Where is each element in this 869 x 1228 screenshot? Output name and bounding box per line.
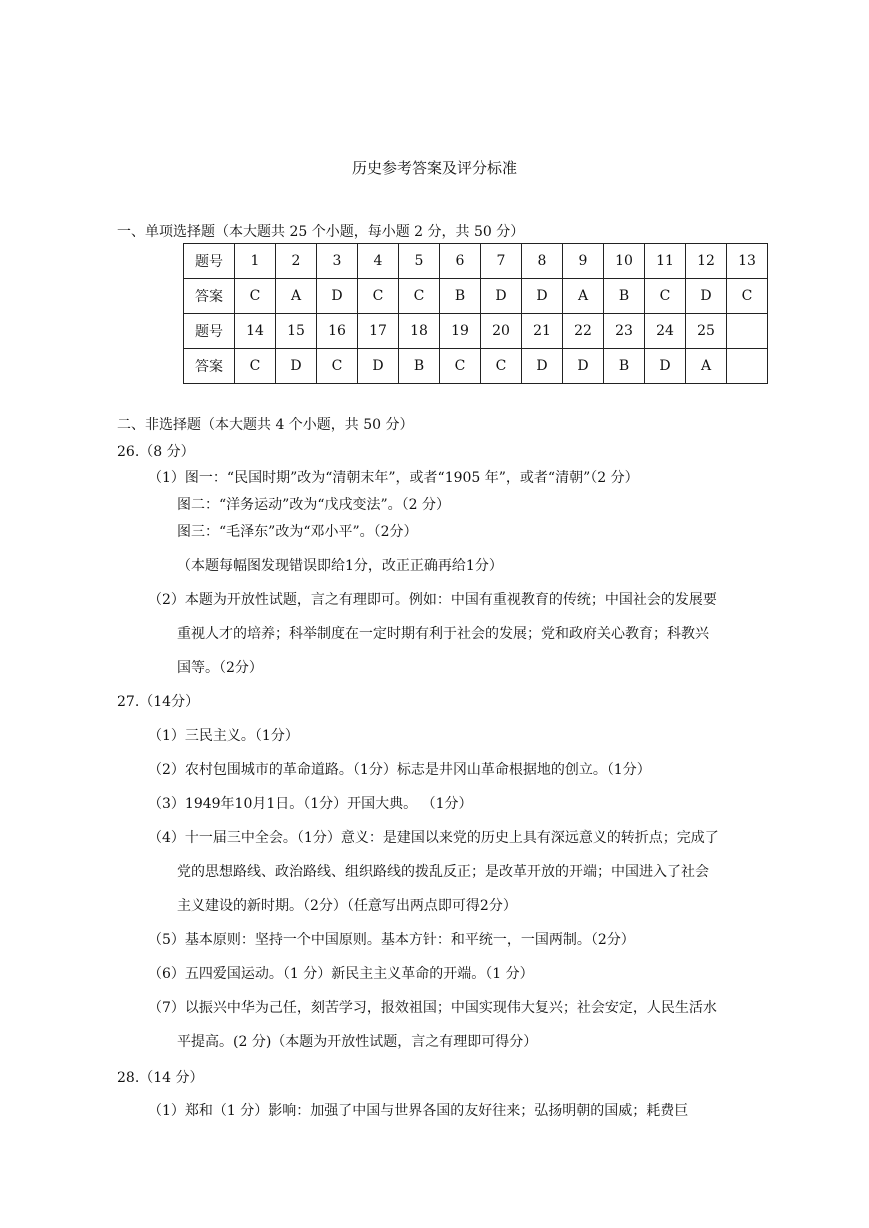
table-cell: C: [358, 279, 399, 314]
table-cell: D: [522, 279, 563, 314]
page-title: 历史参考答案及评分标准: [351, 159, 517, 177]
answer-line: （1）郑和（1 分）影响：加强了中国与世界各国的友好往来；弘扬明朝的国威；耗费巨: [148, 1103, 689, 1119]
answer-line: （4）十一届三中全会。（1分）意义：是建国以来党的历史上具有深远意义的转折点；完成了: [148, 830, 719, 846]
answer-line: （1）三民主义。（1分）: [148, 728, 299, 744]
table-cell: [727, 349, 768, 384]
table-cell: D: [481, 279, 522, 314]
table-cell: 18: [399, 314, 440, 349]
table-cell: 15: [276, 314, 317, 349]
answer-line: （本题每幅图发现错误即给1分，改正正确再给1分）: [177, 558, 503, 574]
answer-line: （5）基本原则：坚持一个中国原则。基本方针：和平统一，一国两制。（2分）: [148, 932, 635, 948]
table-cell: 24: [645, 314, 686, 349]
answer-table: [183, 243, 768, 384]
table-cell: D: [317, 279, 358, 314]
answer-line: 重视人才的培养；科举制度在一定时期有利于社会的发展；党和政府关心教育；科教兴: [177, 626, 709, 642]
table-cell: B: [604, 279, 645, 314]
table-cell: C: [235, 279, 276, 314]
table-cell: 10: [604, 244, 645, 279]
table-cell: 2: [276, 244, 317, 279]
row-label: 题号: [184, 244, 235, 279]
table-cell: D: [276, 349, 317, 384]
table-cell: 22: [563, 314, 604, 349]
table-cell: A: [563, 279, 604, 314]
q26-heading: 26.（8 分）: [117, 444, 195, 460]
table-cell: C: [481, 349, 522, 384]
table-row: [184, 279, 768, 314]
table-cell: 23: [604, 314, 645, 349]
table-cell: B: [399, 349, 440, 384]
table-cell: 6: [440, 244, 481, 279]
answer-line: （3）1949年10月1日。（1分）开国大典。 （1分）: [148, 796, 473, 812]
table-cell: 14: [235, 314, 276, 349]
answer-line: （2）本题为开放性试题，言之有理即可。例如：中国有重视教育的传统；中国社会的发展要: [148, 592, 717, 608]
table-cell: [727, 314, 768, 349]
table-cell: C: [235, 349, 276, 384]
table-cell: C: [440, 349, 481, 384]
answer-line: 党的思想路线、政治路线、组织路线的拨乱反正；是改革开放的开端；中国进入了社会: [177, 864, 709, 880]
table-cell: C: [645, 279, 686, 314]
table-cell: 16: [317, 314, 358, 349]
answer-line: 国等。（2分）: [177, 660, 263, 676]
table-cell: 3: [317, 244, 358, 279]
table-cell: 9: [563, 244, 604, 279]
table-row: [184, 314, 768, 349]
table-cell: 5: [399, 244, 440, 279]
table-cell: 8: [522, 244, 563, 279]
table-cell: 1: [235, 244, 276, 279]
table-cell: A: [686, 349, 727, 384]
section2-heading: 二、非选择题（本大题共 4 个小题，共 50 分）: [117, 417, 414, 433]
row-label: 答案: [184, 349, 235, 384]
table-cell: 12: [686, 244, 727, 279]
table-cell: 4: [358, 244, 399, 279]
table-cell: C: [317, 349, 358, 384]
table-cell: 20: [481, 314, 522, 349]
table-cell: D: [522, 349, 563, 384]
answer-line: （7）以振兴中华为己任，刻苦学习，报效祖国；中国实现伟大复兴；社会安定，人民生活水: [148, 1000, 717, 1016]
answer-line: 平提高。(2 分)（本题为开放性试题，言之有理即可得分）: [177, 1034, 538, 1050]
table-cell: 11: [645, 244, 686, 279]
table-cell: 19: [440, 314, 481, 349]
table-cell: B: [604, 349, 645, 384]
section1-heading: 一、单项选择题（本大题共 25 个小题，每小题 2 分，共 50 分）: [117, 224, 525, 240]
answer-line: （6）五四爱国运动。（1 分）新民主主义革命的开端。（1 分）: [148, 966, 534, 982]
table-cell: D: [358, 349, 399, 384]
table-cell: D: [645, 349, 686, 384]
table-cell: D: [563, 349, 604, 384]
table-cell: C: [399, 279, 440, 314]
row-label: 答案: [184, 279, 235, 314]
table-cell: 25: [686, 314, 727, 349]
answer-line: （2）农村包围城市的革命道路。（1分）标志是井冈山革命根据地的创立。（1分）: [148, 762, 651, 778]
row-label: 题号: [184, 314, 235, 349]
table-cell: 7: [481, 244, 522, 279]
q28-heading: 28.（14 分）: [117, 1070, 204, 1086]
answer-line: 主义建设的新时期。（2分）（任意写出两点即可得2分）: [177, 898, 517, 914]
table-cell: C: [727, 279, 768, 314]
table-row: [184, 244, 768, 279]
answer-line: 图二：“洋务运动”改为“戊戌变法”。（2 分）: [177, 497, 450, 513]
table-cell: 17: [358, 314, 399, 349]
answer-line: 图三：“毛泽东”改为“邓小平”。（2分）: [177, 524, 418, 540]
answer-line: （1）图一：“民国时期”改为“清朝末年”，或者“1905 年”，或者“清朝”（2 分）: [148, 470, 639, 486]
table-cell: B: [440, 279, 481, 314]
table-cell: A: [276, 279, 317, 314]
table-cell: 13: [727, 244, 768, 279]
table-cell: D: [686, 279, 727, 314]
table-cell: 21: [522, 314, 563, 349]
table-row: [184, 349, 768, 384]
q27-heading: 27.（14分）: [117, 694, 200, 710]
